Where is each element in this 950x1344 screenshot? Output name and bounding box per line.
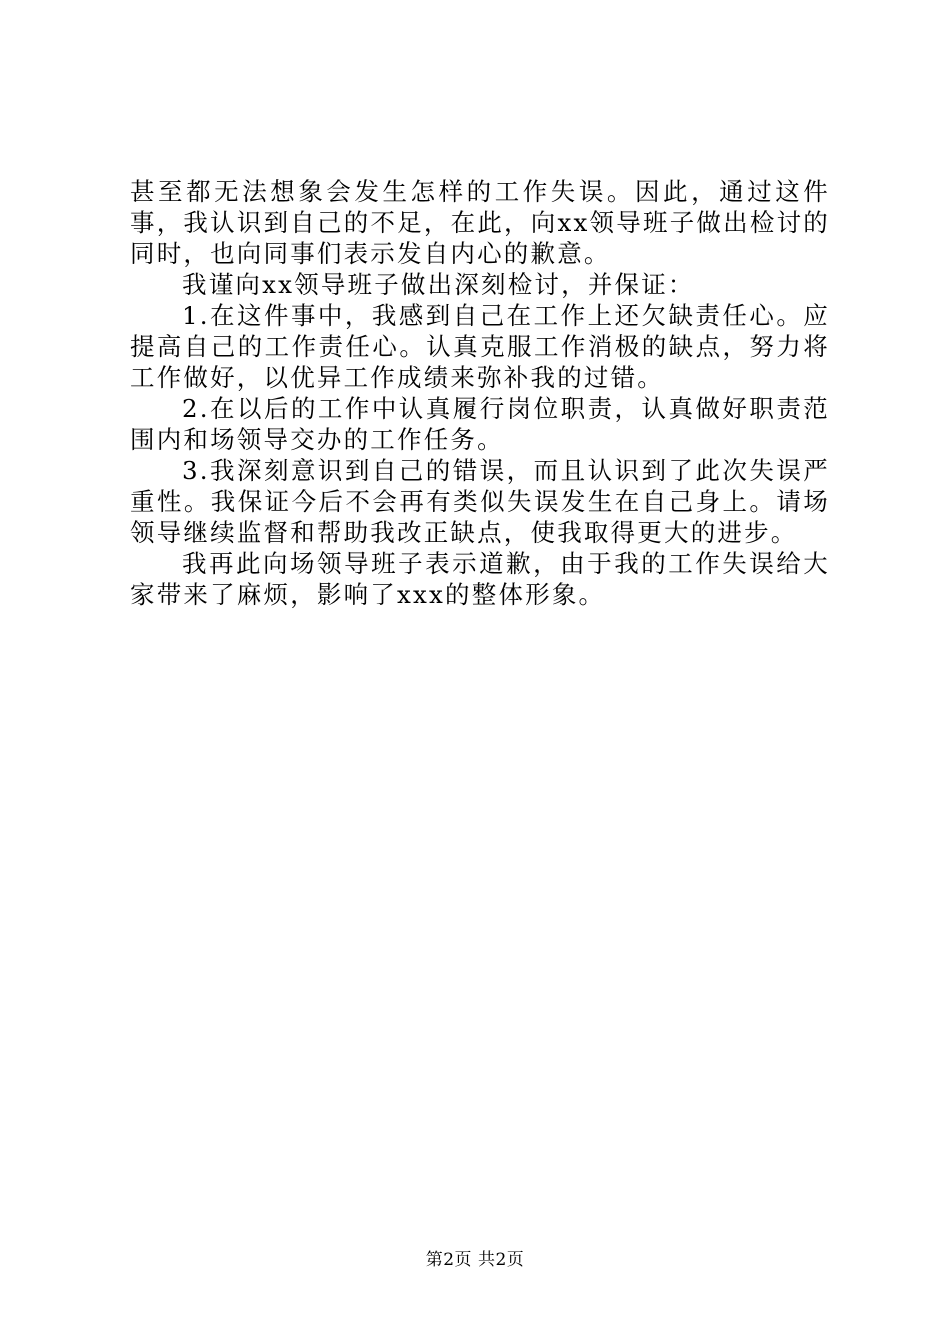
paragraph-point-2: 2.在以后的工作中认真履行岗位职责，认真做好职责范围内和场领导交办的工作任务。 — [130, 394, 830, 454]
document-body — [130, 176, 830, 610]
paragraph-point-3: 3.我深刻意识到自己的错误，而且认识到了此次失误严重性。我保证今后不会再有类似失误发生在自己身上。请场领导继续监督和帮助我改正缺点，使我取得更大的进步。 — [130, 456, 830, 547]
paragraph-pledge-intro: 我谨向xx领导班子做出深刻检讨，并保证： — [182, 270, 695, 299]
page-number-footer: 第2页 共2页 — [425, 1250, 525, 1270]
paragraph-point-1: 1.在这件事中，我感到自己在工作上还欠缺责任心。应提高自己的工作责任心。认真克服工作消极的缺点，努力将工作做好，以优异工作成绩来弥补我的过错。 — [130, 301, 830, 392]
paragraph-continuation: 甚至都无法想象会发生怎样的工作失误。因此，通过这件事，我认识到自己的不足，在此，向xx领导班子做出检讨的同时，也向同事们表示发自内心的歉意。 — [130, 177, 830, 268]
paragraph-apology: 我再此向场领导班子表示道歉，由于我的工作失误给大家带来了麻烦，影响了xxx的整体形象。 — [130, 549, 830, 609]
